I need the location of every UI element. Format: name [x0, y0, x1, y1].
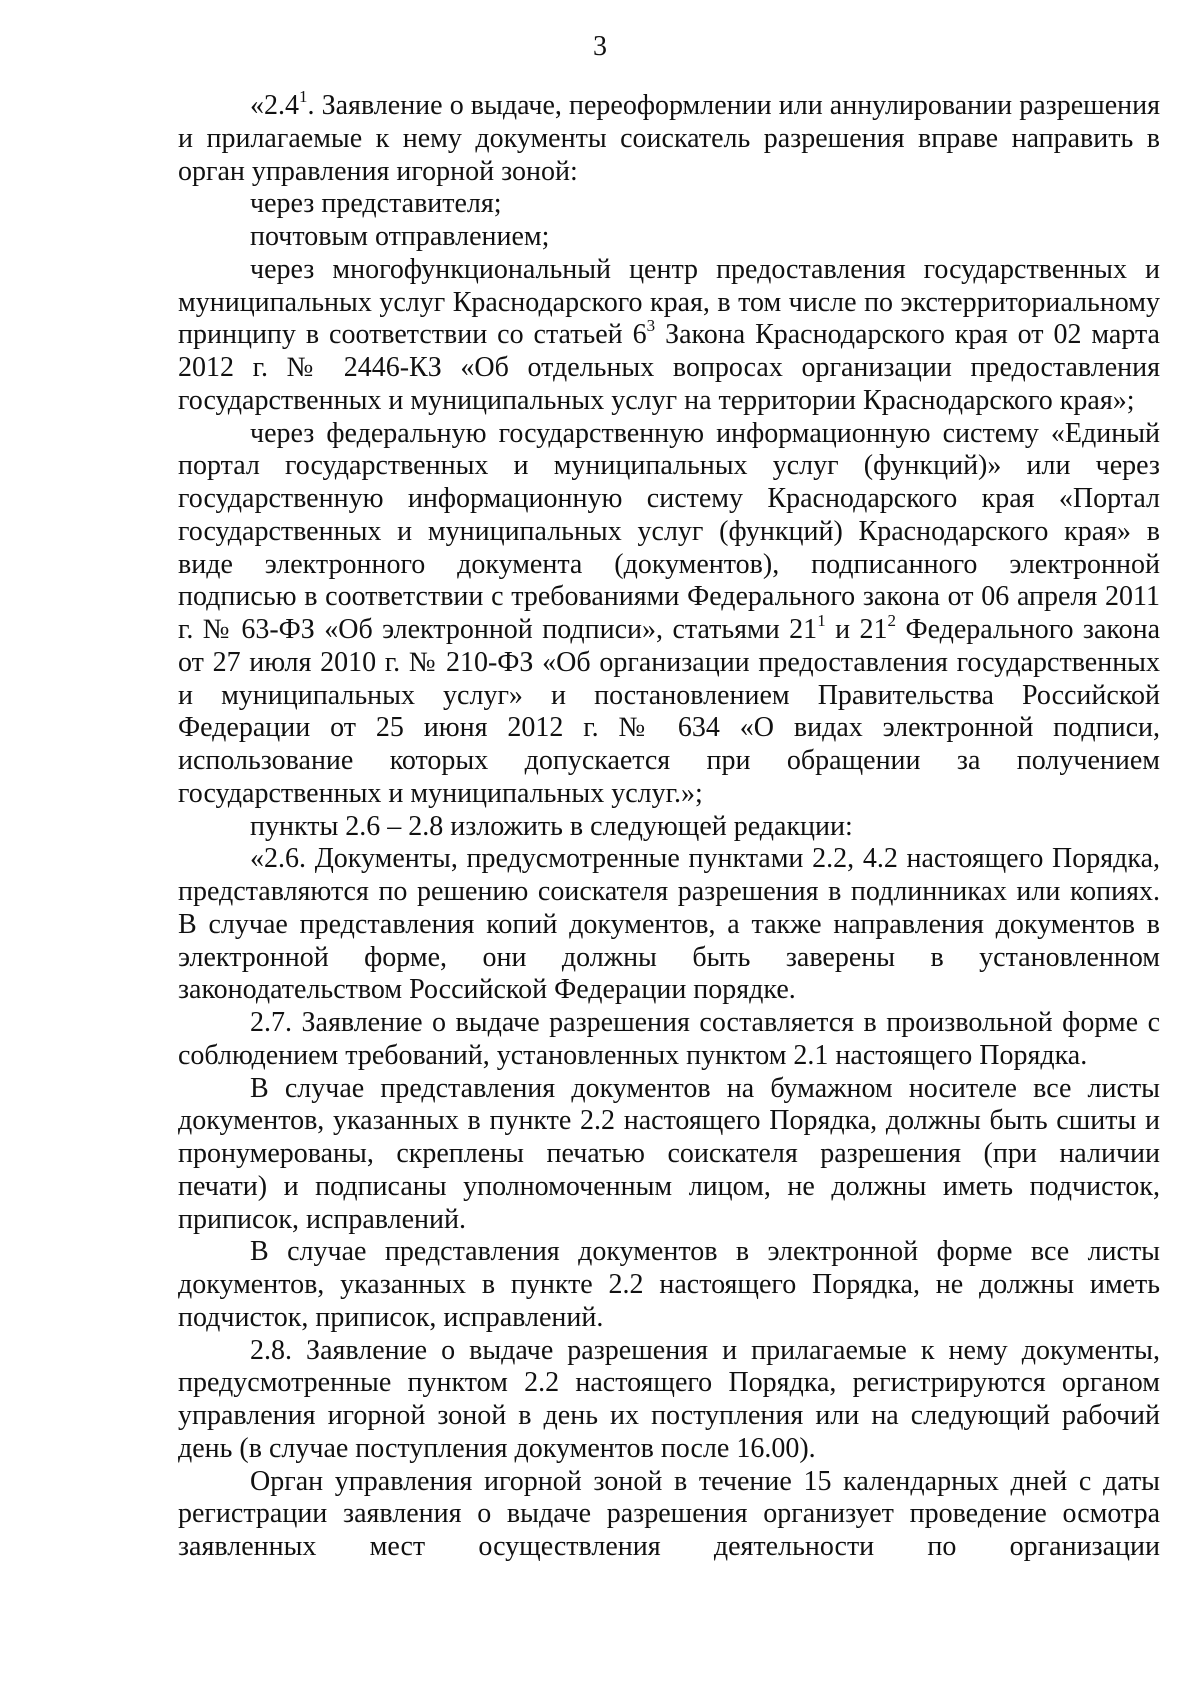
paragraph-electronic-documents: В случае представления документов в электронной форме все листы документов, указанных в пункте 2.2 настоящего Порядка, не должны иметь подчисток, приписок, исправлений.	[178, 1236, 1160, 1333]
superscript: 1	[299, 86, 308, 106]
paragraph-text: и 21	[825, 614, 888, 645]
superscript: 2	[887, 610, 897, 630]
paragraph-inspection: Орган управления игорной зоной в течение 15 календарных дней с даты регистрации заявления о выдаче разрешения организует проведение осмотра заявленных мест осуществления деятельности по организации	[178, 1465, 1160, 1562]
paragraph-text: «2.4	[250, 90, 299, 121]
list-item-postal: почтовым отправлением;	[250, 221, 550, 252]
amendment-intro: пункты 2.6 – 2.8 изложить в следующей редакции:	[250, 810, 853, 842]
list-item-mfc	[178, 254, 1160, 418]
superscript: 3	[646, 315, 656, 335]
paragraph-2-6: «2.6. Документы, предусмотренные пунктами 2.2, 4.2 настоящего Порядка, представляются по решению соискателя разрешения в подлинниках или копиях. В случае представления копий документов, а также направления документов в электронной форме, они должны быть заверены в установленном законодательством Российской Федерации порядке.	[178, 843, 1160, 1006]
paragraph-paper-documents: В случае представления документов на бумажном носителе все листы документов, указанных в пункте 2.2 настоящего Порядка, должны быть сшиты и пронумерованы, скреплены печатью соискателя разрешения (при наличии печати) и подписаны уполномоченным лицом, не должны иметь подчисток, приписок, исправлений.	[178, 1072, 1160, 1235]
paragraph-text: . Заявление о выдаче, переоформлении или аннулировании разрешения и прилагаемые к нему документы соискатель разрешения вправе направить в орган управления игорной зоной:	[178, 90, 1160, 187]
paragraph-text: Федерального закона от 27 июля 2010 г. № 210-ФЗ «Об организации предоставления государственных и муниципальных услуг» и постановлением Правительства Российской Федерации от 25 июня 2012 г. № 634 «О видах электронной подписи, использование которых допускается при обращении за получением государственных и муниципальных услуг.»;	[178, 614, 1161, 809]
list-item-portal	[178, 418, 1160, 811]
paragraph-text: через многофункциональный центр предоставления государственных и муниципальных услуг Краснодарского края, в том числе по экстерриториальному принципу в соответствии со статьей 6	[178, 253, 1160, 351]
paragraph-text: через федеральную государственную информационную систему «Единый портал государственных и муниципальных услуг (функций)» или через государственную информационную систему Краснодарского края «Портал государственных и муниципальных услуг (функций) Краснодарского края» в виде электронного документа (документов), подписанного электронной подписью в соответствии с требованиями Федерального закона от 06 апреля 2011 г. № 63-ФЗ «Об электронной подписи», статьями 21	[178, 417, 1160, 645]
paragraph-2-7: 2.7. Заявление о выдаче разрешения составляется в произвольной форме с соблюдением требований, установленных пунктом 2.1 настоящего Порядка.	[178, 1007, 1160, 1071]
paragraph-2-4-1	[178, 86, 1160, 188]
page-number: 3	[593, 31, 607, 62]
superscript: 1	[817, 610, 826, 630]
paragraph-2-8: 2.8. Заявление о выдаче разрешения и прилагаемые к нему документы, предусмотренные пунктом 2.2 настоящего Порядка, регистрируются органом управления игорной зоной в день их поступления или на следующий рабочий день (в случае поступления документов после 16.00).	[178, 1334, 1160, 1464]
paragraph-text: Закона Краснодарского края от 02 марта 2012 г. № 2446-КЗ «Об отдельных вопросах организации предоставления государственных и муниципальных услуг на территории Краснодарского края»;	[178, 319, 1160, 416]
document-body	[178, 86, 1161, 1564]
list-item-representative: через представителя;	[250, 188, 502, 220]
